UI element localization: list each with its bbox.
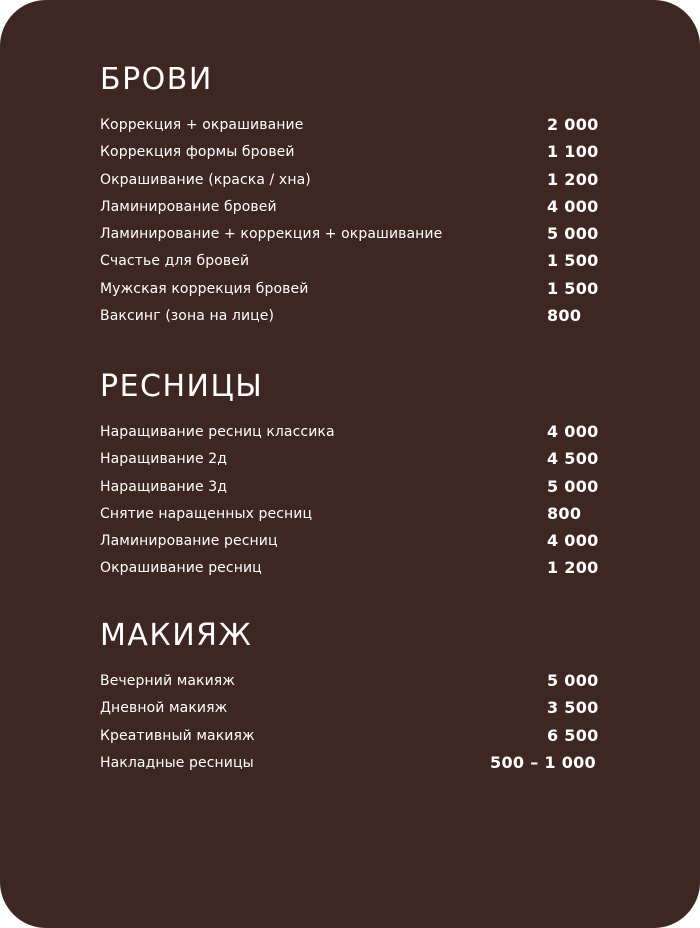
service-price: 800 — [547, 306, 582, 326]
service-name: Ламинирование ресниц — [100, 533, 278, 550]
price-row — [100, 221, 620, 248]
service-price: 4 000 — [547, 422, 599, 441]
service-price: 1 200 — [547, 169, 599, 189]
service-name: Ламинирование + коррекция + окрашивание — [100, 226, 443, 243]
price-row — [100, 167, 620, 194]
service-name: Наращивание 3д — [100, 478, 227, 495]
service-name: Накладные ресницы — [100, 754, 254, 771]
service-name: Ваксинг (зона на лице) — [100, 308, 275, 325]
service-name: Снятие нарaщенных ресниц — [100, 505, 313, 522]
price-row — [100, 501, 620, 528]
price-row — [100, 474, 620, 501]
service-name: Креативный макияж — [100, 727, 255, 744]
section-makeup — [100, 619, 620, 777]
section-title: МАКИЯЖ — [100, 618, 253, 653]
price-row — [100, 750, 620, 777]
price-row — [100, 248, 620, 275]
service-price: 500 – 1 000 — [490, 752, 596, 772]
service-price: 5 000 — [547, 671, 599, 690]
service-name: Коррекция формы бровей — [100, 144, 295, 161]
price-rows — [100, 668, 620, 777]
price-row — [100, 446, 620, 473]
price-row — [100, 276, 620, 303]
section-lashes — [100, 370, 620, 583]
service-price: 800 — [547, 503, 582, 523]
section-title: РЕСНИЦЫ — [100, 369, 264, 404]
service-price: 1 200 — [547, 558, 599, 578]
price-rows — [100, 419, 620, 583]
service-price: 1 100 — [547, 142, 599, 162]
price-row — [100, 555, 620, 582]
service-name: Наращивание ресниц классика — [100, 424, 335, 440]
service-name: Ламинирование бровей — [100, 198, 277, 215]
service-price: 2 000 — [547, 115, 599, 134]
price-row — [100, 668, 620, 695]
price-rows — [100, 112, 620, 330]
price-row — [100, 723, 620, 750]
service-price: 1 500 — [547, 251, 599, 271]
price-row — [100, 528, 620, 555]
service-name: Счастье для бровей — [100, 253, 250, 270]
service-price: 4 500 — [547, 449, 599, 469]
service-name: Окрашивание (краска / хна) — [100, 171, 311, 188]
service-name: Вечерний макияж — [100, 673, 236, 689]
service-name: Коррекция + окрашивание — [100, 117, 304, 133]
service-name: Дневной макияж — [100, 700, 228, 717]
service-price: 3 500 — [547, 698, 599, 718]
service-name: Наращивание 2д — [100, 451, 227, 468]
price-row — [100, 139, 620, 166]
section-brows — [100, 63, 620, 330]
service-price: 5 000 — [547, 224, 599, 244]
service-name: Окрашивание ресниц — [100, 560, 262, 577]
price-row — [100, 695, 620, 722]
section-title: БРОВИ — [100, 62, 213, 97]
service-price: 1 500 — [547, 278, 599, 298]
service-name: Мужская коррекция бровей — [100, 280, 309, 297]
service-price: 4 000 — [547, 196, 599, 216]
price-row — [100, 303, 620, 330]
price-row — [100, 419, 620, 446]
service-price: 6 500 — [547, 725, 599, 745]
service-price: 5 000 — [547, 476, 599, 496]
price-row — [100, 112, 620, 139]
service-price: 4 000 — [547, 531, 599, 551]
price-row — [100, 194, 620, 221]
